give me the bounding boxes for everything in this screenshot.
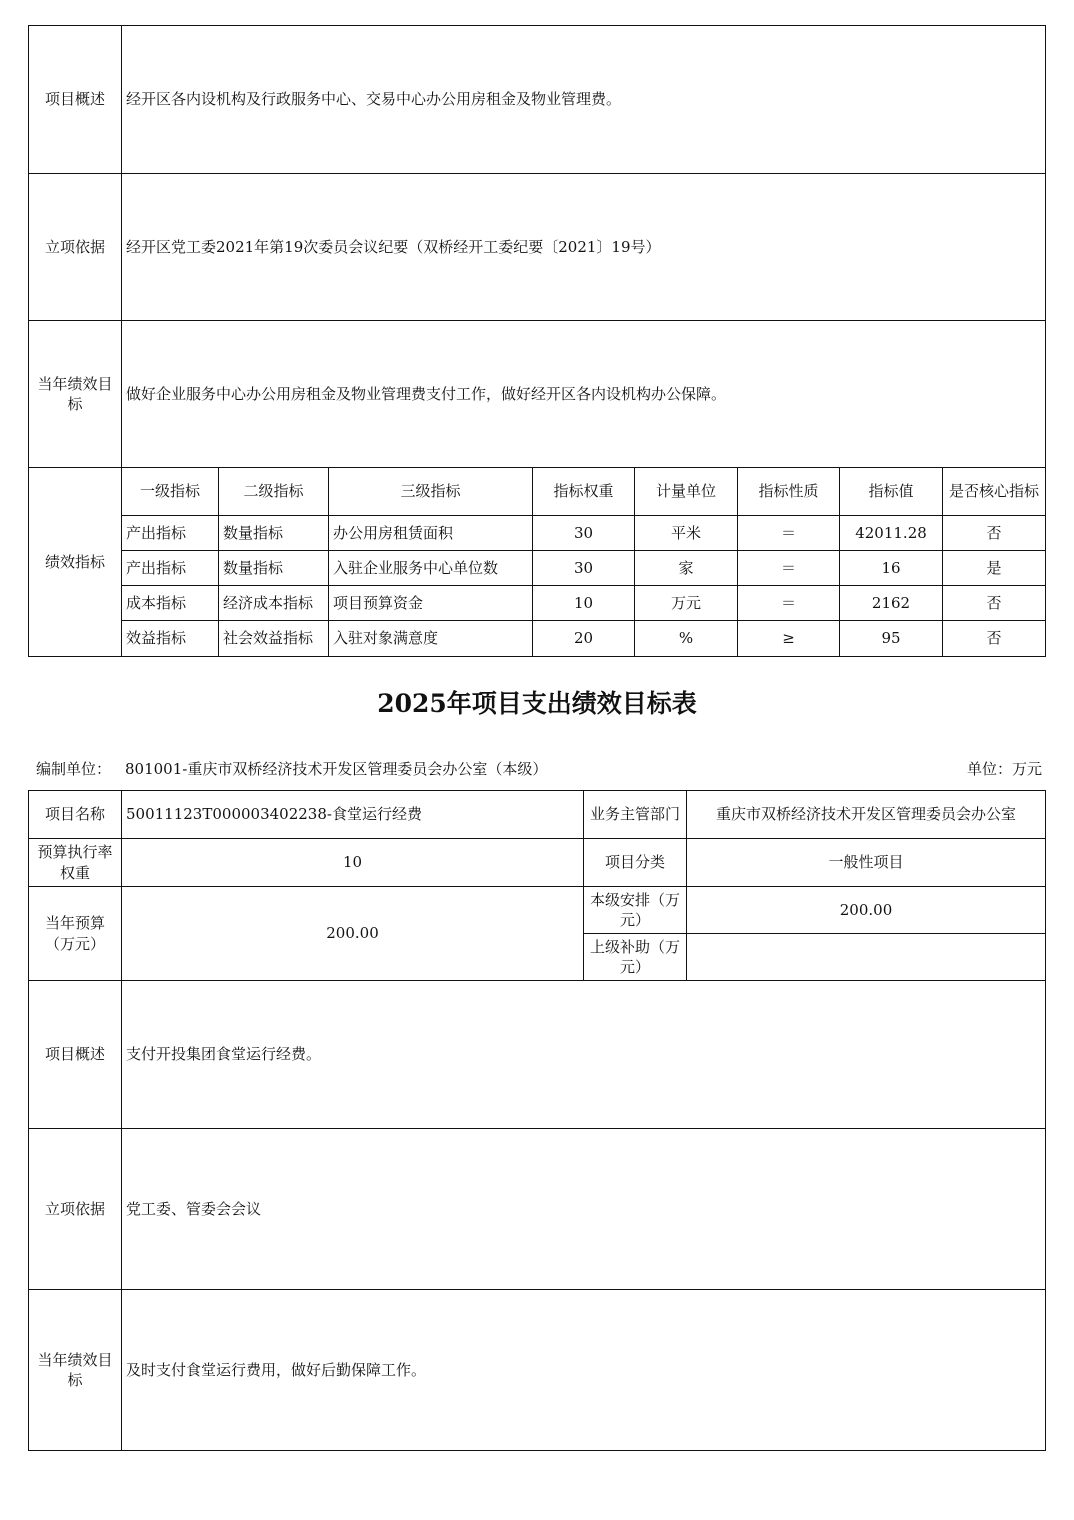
goal-label: 当年绩效目标 — [29, 321, 122, 468]
superior-value — [687, 934, 1046, 981]
table-cell: ＝ — [738, 586, 840, 621]
table-cell: 经济成本指标 — [219, 586, 329, 621]
overview-label: 项目概述 — [29, 981, 122, 1129]
header-cell: 指标值 — [840, 468, 943, 516]
table-cell: % — [635, 621, 738, 657]
table-row — [29, 586, 1046, 621]
header-cell: 二级指标 — [219, 468, 329, 516]
basis-label: 立项依据 — [29, 1129, 122, 1290]
table-cell: 30 — [533, 516, 635, 551]
basis-text: 党工委、管委会会议 — [122, 1129, 1046, 1290]
basis-text: 经开区党工委2021年第19次委员会议纪要（双桥经开工委纪要〔2021〕19号） — [122, 174, 1046, 321]
table-cell: 效益指标 — [122, 621, 219, 657]
rate-label: 预算执行率权重 — [29, 839, 122, 887]
header-cell: 三级指标 — [329, 468, 533, 516]
superior-label: 上级补助（万元） — [584, 934, 687, 981]
local-value: 200.00 — [687, 887, 1046, 934]
table-cell: 产出指标 — [122, 516, 219, 551]
top-table — [28, 25, 1046, 657]
table-cell: 平米 — [635, 516, 738, 551]
local-label: 本级安排（万元） — [584, 887, 687, 934]
table-cell: ＝ — [738, 551, 840, 586]
table-cell: 30 — [533, 551, 635, 586]
table-cell: 95 — [840, 621, 943, 657]
basis-label: 立项依据 — [29, 174, 122, 321]
table-cell: 否 — [943, 586, 1046, 621]
table-cell: 42011.28 — [840, 516, 943, 551]
table-cell: 项目预算资金 — [329, 586, 533, 621]
table-row — [29, 621, 1046, 657]
overview-text: 经开区各内设机构及行政服务中心、交易中心办公用房租金及物业管理费。 — [122, 26, 1046, 174]
page-title: 2025年项目支出绩效目标表 — [377, 689, 697, 718]
header-cell: 指标权重 — [533, 468, 635, 516]
prepared-by-label: 编制单位： — [36, 760, 112, 778]
overview-text: 支付开投集团食堂运行经费。 — [122, 981, 1046, 1129]
category-value: 一般性项目 — [687, 839, 1046, 887]
table-cell: 入驻企业服务中心单位数 — [329, 551, 533, 586]
budget-value: 200.00 — [122, 887, 584, 981]
table-cell: 10 — [533, 586, 635, 621]
header-cell: 计量单位 — [635, 468, 738, 516]
rate-value: 10 — [122, 839, 584, 887]
goal-label: 当年绩效目标 — [29, 1290, 122, 1451]
dept-label: 业务主管部门 — [584, 791, 687, 839]
table-row — [29, 516, 1046, 551]
table-cell: 否 — [943, 516, 1046, 551]
table-cell: 20 — [533, 621, 635, 657]
table-cell: 家 — [635, 551, 738, 586]
table-cell: 入驻对象满意度 — [329, 621, 533, 657]
table-cell: 数量指标 — [219, 516, 329, 551]
budget-label: 当年预算（万元） — [29, 887, 122, 981]
header-cell: 一级指标 — [122, 468, 219, 516]
table-cell: 16 — [840, 551, 943, 586]
table-cell: 否 — [943, 621, 1046, 657]
table-cell: ＝ — [738, 516, 840, 551]
table-cell: 办公用房租赁面积 — [329, 516, 533, 551]
goal-text: 及时支付食堂运行费用，做好后勤保障工作。 — [122, 1290, 1046, 1451]
prepared-by-value: 801001-重庆市双桥经济技术开发区管理委员会办公室（本级） — [125, 760, 548, 778]
table-cell: 是 — [943, 551, 1046, 586]
bottom-table — [28, 790, 1046, 1451]
table-cell: 万元 — [635, 586, 738, 621]
header-cell: 指标性质 — [738, 468, 840, 516]
project-name-label: 项目名称 — [29, 791, 122, 839]
table-cell: 成本指标 — [122, 586, 219, 621]
project-name-value: 50011123T000003402238-食堂运行经费 — [122, 791, 584, 839]
table-cell: 社会效益指标 — [219, 621, 329, 657]
goal-text: 做好企业服务中心办公用房租金及物业管理费支付工作，做好经开区各内设机构办公保障。 — [122, 321, 1046, 468]
dept-value: 重庆市双桥经济技术开发区管理委员会办公室 — [687, 791, 1046, 839]
table-cell: ≥ — [738, 621, 840, 657]
table-cell: 2162 — [840, 586, 943, 621]
indicators-label: 绩效指标 — [29, 468, 122, 657]
table-cell: 产出指标 — [122, 551, 219, 586]
unit-text: 单位：万元 — [966, 760, 1042, 778]
category-label: 项目分类 — [584, 839, 687, 887]
table-row — [29, 551, 1046, 586]
table-cell: 数量指标 — [219, 551, 329, 586]
overview-label: 项目概述 — [29, 26, 122, 174]
header-cell: 是否核心指标 — [943, 468, 1046, 516]
